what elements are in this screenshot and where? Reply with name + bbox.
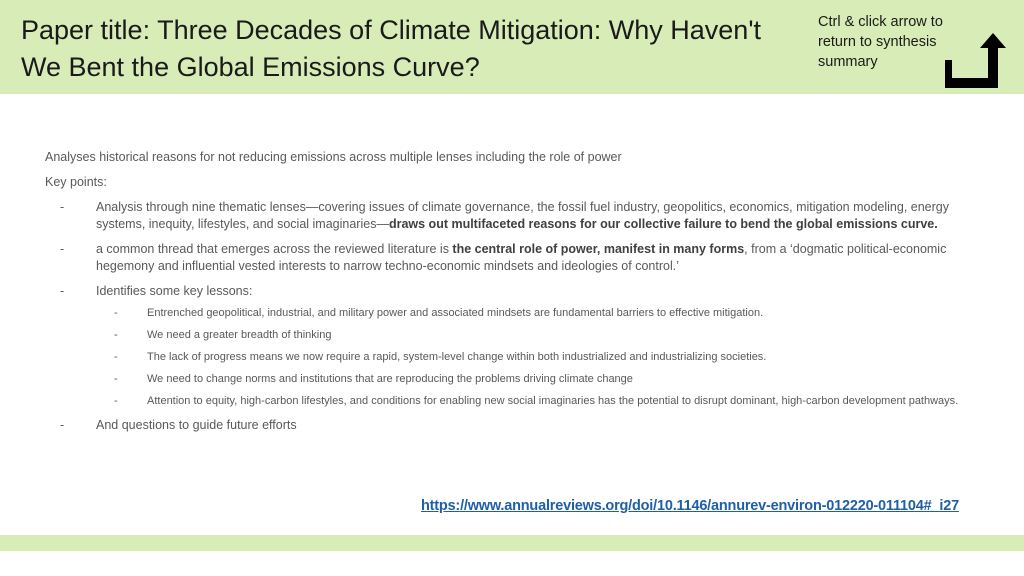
keypoints-label: Key points: [45,175,107,189]
bullet-dash: - [60,418,65,432]
sub-bullet-dash: - [114,307,118,319]
summary-text: Analyses historical reasons for not reducing emissions across multiple lenses including the role of power [45,150,622,164]
bullet-bold-text: draws out multifaceted reasons for our collective failure to bend the global emissions curve. [388,217,938,231]
bullet-dash: - [60,200,65,214]
sub-bullet-text: We need to change norms and institutions that are reproducing the problems driving climate change [147,373,633,385]
paper-link[interactable]: https://www.annualreviews.org/doi/10.1146/annurev-environ-012220-011104#_i27 [421,498,959,514]
bullet-bold-text: the central role of power, manifest in many forms [452,242,745,256]
sub-list-item [96,350,985,365]
list-item [45,417,985,434]
list-item [45,199,985,233]
page-title: Paper title: Three Decades of Climate Mitigation: Why Haven't We Bent the Global Emissions Curve? [21,15,761,82]
footer-band [0,535,1024,551]
sub-bullet-text: We need a greater breadth of thinking [147,329,332,341]
sub-bullet-dash: - [114,373,118,385]
bullet-text: Identifies some key lessons: [96,284,253,298]
sub-bullet-dash: - [114,395,118,407]
sub-list-item [96,306,985,321]
bullet-text-after: , from a ‘dogmatic political-economic hegemony and influential vested interests to narrow techno-economic mindsets and ideologies of control.’ [96,242,947,273]
bullet-dash: - [60,284,65,298]
return-arrow-icon[interactable] [940,30,1010,90]
list-item [45,241,985,275]
sub-list-item [96,372,985,387]
sub-list-item [96,394,985,409]
bullet-list [45,199,985,434]
list-item [45,283,985,409]
bullet-text: And questions to guide future efforts [96,418,297,432]
header-band [0,0,1024,94]
content-area [45,149,985,442]
sub-bullet-text: Attention to equity, high-carbon lifestyles, and conditions for enabling new social imaginaries has the potential to disrupt dominant, high-carbon development pathways. [147,395,959,407]
sub-bullet-dash: - [114,351,118,363]
sub-bullet-dash: - [114,329,118,341]
sub-bullet-text: Entrenched geopolitical, industrial, and military power and associated mindsets are fundamental barriers to effective mitigation. [147,307,764,319]
sub-list-item [96,328,985,343]
bullet-text: a common thread that emerges across the reviewed literature is [96,242,453,256]
return-note: Ctrl & click arrow to return to synthesis summary [818,14,943,70]
sub-bullet-list [96,306,985,409]
bullet-text: Analysis through nine thematic lenses—covering issues of climate governance, the fossil fuel industry, geopolitics, economics, mitigation modeling, energy systems, inequity, lifestyles, and social imaginaries— [96,200,949,231]
bullet-dash: - [60,242,65,256]
sub-bullet-text: The lack of progress means we now require a rapid, system-level change within both industrialized and industrializing societies. [147,351,767,363]
